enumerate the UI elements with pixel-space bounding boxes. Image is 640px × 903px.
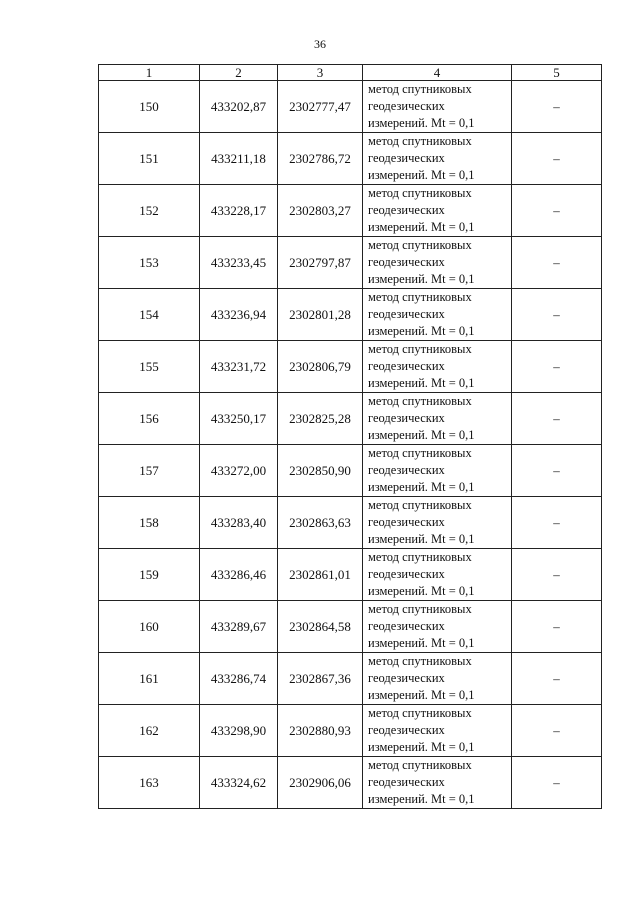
- method-line: геодезических: [368, 359, 445, 373]
- method-line: измерений. Mt = 0,1: [368, 636, 475, 650]
- y-coordinate-cell: 2302777,47: [278, 81, 363, 133]
- x-coordinate-cell: 433250,17: [200, 393, 278, 445]
- point-number-cell: 155: [99, 341, 200, 393]
- header-col-4: 4: [363, 65, 512, 81]
- method-line: метод спутниковых: [368, 654, 472, 668]
- method-line: геодезических: [368, 203, 445, 217]
- method-cell: [363, 445, 512, 497]
- method-line: геодезических: [368, 515, 445, 529]
- y-coordinate-cell: 2302850,90: [278, 445, 363, 497]
- method-cell: [363, 341, 512, 393]
- table-row: [99, 549, 602, 601]
- table-row: [99, 393, 602, 445]
- point-number-cell: 152: [99, 185, 200, 237]
- method-line: геодезических: [368, 671, 445, 685]
- method-line: метод спутниковых: [368, 550, 472, 564]
- x-coordinate-cell: 433286,74: [200, 653, 278, 705]
- y-coordinate-cell: 2302880,93: [278, 705, 363, 757]
- table-row: [99, 133, 602, 185]
- method-line: измерений. Mt = 0,1: [368, 688, 475, 702]
- method-line: метод спутниковых: [368, 82, 472, 96]
- x-coordinate-cell: 433298,90: [200, 705, 278, 757]
- method-line: метод спутниковых: [368, 290, 472, 304]
- method-line: метод спутниковых: [368, 602, 472, 616]
- header-col-2: 2: [200, 65, 278, 81]
- note-cell: –: [512, 757, 602, 809]
- method-cell: [363, 705, 512, 757]
- x-coordinate-cell: 433286,46: [200, 549, 278, 601]
- method-line: измерений. Mt = 0,1: [368, 740, 475, 754]
- method-line: геодезических: [368, 255, 445, 269]
- method-line: геодезических: [368, 723, 445, 737]
- method-line: измерений. Mt = 0,1: [368, 220, 475, 234]
- note-cell: –: [512, 705, 602, 757]
- point-number-cell: 163: [99, 757, 200, 809]
- method-cell: [363, 81, 512, 133]
- table-row: [99, 653, 602, 705]
- note-cell: –: [512, 341, 602, 393]
- table-row: [99, 757, 602, 809]
- note-cell: –: [512, 289, 602, 341]
- method-line: геодезических: [368, 463, 445, 477]
- method-line: метод спутниковых: [368, 498, 472, 512]
- x-coordinate-cell: 433272,00: [200, 445, 278, 497]
- method-cell: [363, 601, 512, 653]
- table-row: [99, 289, 602, 341]
- note-cell: –: [512, 133, 602, 185]
- table-row: [99, 81, 602, 133]
- method-line: измерений. Mt = 0,1: [368, 792, 475, 806]
- y-coordinate-cell: 2302806,79: [278, 341, 363, 393]
- y-coordinate-cell: 2302803,27: [278, 185, 363, 237]
- method-cell: [363, 133, 512, 185]
- y-coordinate-cell: 2302797,87: [278, 237, 363, 289]
- note-cell: –: [512, 81, 602, 133]
- y-coordinate-cell: 2302801,28: [278, 289, 363, 341]
- point-number-cell: 154: [99, 289, 200, 341]
- point-number-cell: 157: [99, 445, 200, 497]
- page-number: 36: [314, 37, 326, 51]
- table-row: [99, 445, 602, 497]
- method-line: геодезических: [368, 99, 445, 113]
- x-coordinate-cell: 433283,40: [200, 497, 278, 549]
- table-row: [99, 705, 602, 757]
- method-line: метод спутниковых: [368, 706, 472, 720]
- table-header-row: [99, 65, 602, 81]
- x-coordinate-cell: 433233,45: [200, 237, 278, 289]
- table-row: [99, 601, 602, 653]
- method-line: измерений. Mt = 0,1: [368, 168, 475, 182]
- note-cell: –: [512, 185, 602, 237]
- x-coordinate-cell: 433289,67: [200, 601, 278, 653]
- method-line: метод спутниковых: [368, 186, 472, 200]
- y-coordinate-cell: 2302825,28: [278, 393, 363, 445]
- method-line: метод спутниковых: [368, 394, 472, 408]
- table-row: [99, 185, 602, 237]
- y-coordinate-cell: 2302786,72: [278, 133, 363, 185]
- table-row: [99, 341, 602, 393]
- method-cell: [363, 549, 512, 601]
- method-line: геодезических: [368, 307, 445, 321]
- header-col-5: 5: [512, 65, 602, 81]
- point-number-cell: 150: [99, 81, 200, 133]
- y-coordinate-cell: 2302864,58: [278, 601, 363, 653]
- point-number-cell: 158: [99, 497, 200, 549]
- note-cell: –: [512, 601, 602, 653]
- method-cell: [363, 393, 512, 445]
- note-cell: –: [512, 549, 602, 601]
- method-line: измерений. Mt = 0,1: [368, 272, 475, 286]
- x-coordinate-cell: 433236,94: [200, 289, 278, 341]
- y-coordinate-cell: 2302861,01: [278, 549, 363, 601]
- coordinates-table: [98, 64, 602, 809]
- x-coordinate-cell: 433211,18: [200, 133, 278, 185]
- method-line: геодезических: [368, 567, 445, 581]
- point-number-cell: 156: [99, 393, 200, 445]
- method-line: геодезических: [368, 619, 445, 633]
- method-line: измерений. Mt = 0,1: [368, 532, 475, 546]
- method-line: метод спутниковых: [368, 134, 472, 148]
- note-cell: –: [512, 653, 602, 705]
- note-cell: –: [512, 393, 602, 445]
- y-coordinate-cell: 2302867,36: [278, 653, 363, 705]
- method-line: измерений. Mt = 0,1: [368, 480, 475, 494]
- table-body: [99, 81, 602, 809]
- point-number-cell: 161: [99, 653, 200, 705]
- point-number-cell: 162: [99, 705, 200, 757]
- method-line: измерений. Mt = 0,1: [368, 376, 475, 390]
- method-line: измерений. Mt = 0,1: [368, 324, 475, 338]
- point-number-cell: 159: [99, 549, 200, 601]
- method-cell: [363, 497, 512, 549]
- method-line: геодезических: [368, 775, 445, 789]
- method-line: измерений. Mt = 0,1: [368, 428, 475, 442]
- note-cell: –: [512, 497, 602, 549]
- method-line: метод спутниковых: [368, 342, 472, 356]
- method-line: измерений. Mt = 0,1: [368, 116, 475, 130]
- method-line: геодезических: [368, 411, 445, 425]
- note-cell: –: [512, 237, 602, 289]
- note-cell: –: [512, 445, 602, 497]
- point-number-cell: 151: [99, 133, 200, 185]
- y-coordinate-cell: 2302863,63: [278, 497, 363, 549]
- point-number-cell: 160: [99, 601, 200, 653]
- y-coordinate-cell: 2302906,06: [278, 757, 363, 809]
- method-line: метод спутниковых: [368, 758, 472, 772]
- x-coordinate-cell: 433228,17: [200, 185, 278, 237]
- header-col-1: 1: [99, 65, 200, 81]
- point-number-cell: 153: [99, 237, 200, 289]
- method-cell: [363, 289, 512, 341]
- method-line: метод спутниковых: [368, 238, 472, 252]
- method-line: измерений. Mt = 0,1: [368, 584, 475, 598]
- table-row: [99, 237, 602, 289]
- header-col-3: 3: [278, 65, 363, 81]
- method-cell: [363, 653, 512, 705]
- method-cell: [363, 237, 512, 289]
- method-cell: [363, 185, 512, 237]
- table-row: [99, 497, 602, 549]
- x-coordinate-cell: 433231,72: [200, 341, 278, 393]
- x-coordinate-cell: 433202,87: [200, 81, 278, 133]
- method-line: метод спутниковых: [368, 446, 472, 460]
- x-coordinate-cell: 433324,62: [200, 757, 278, 809]
- method-cell: [363, 757, 512, 809]
- method-line: геодезических: [368, 151, 445, 165]
